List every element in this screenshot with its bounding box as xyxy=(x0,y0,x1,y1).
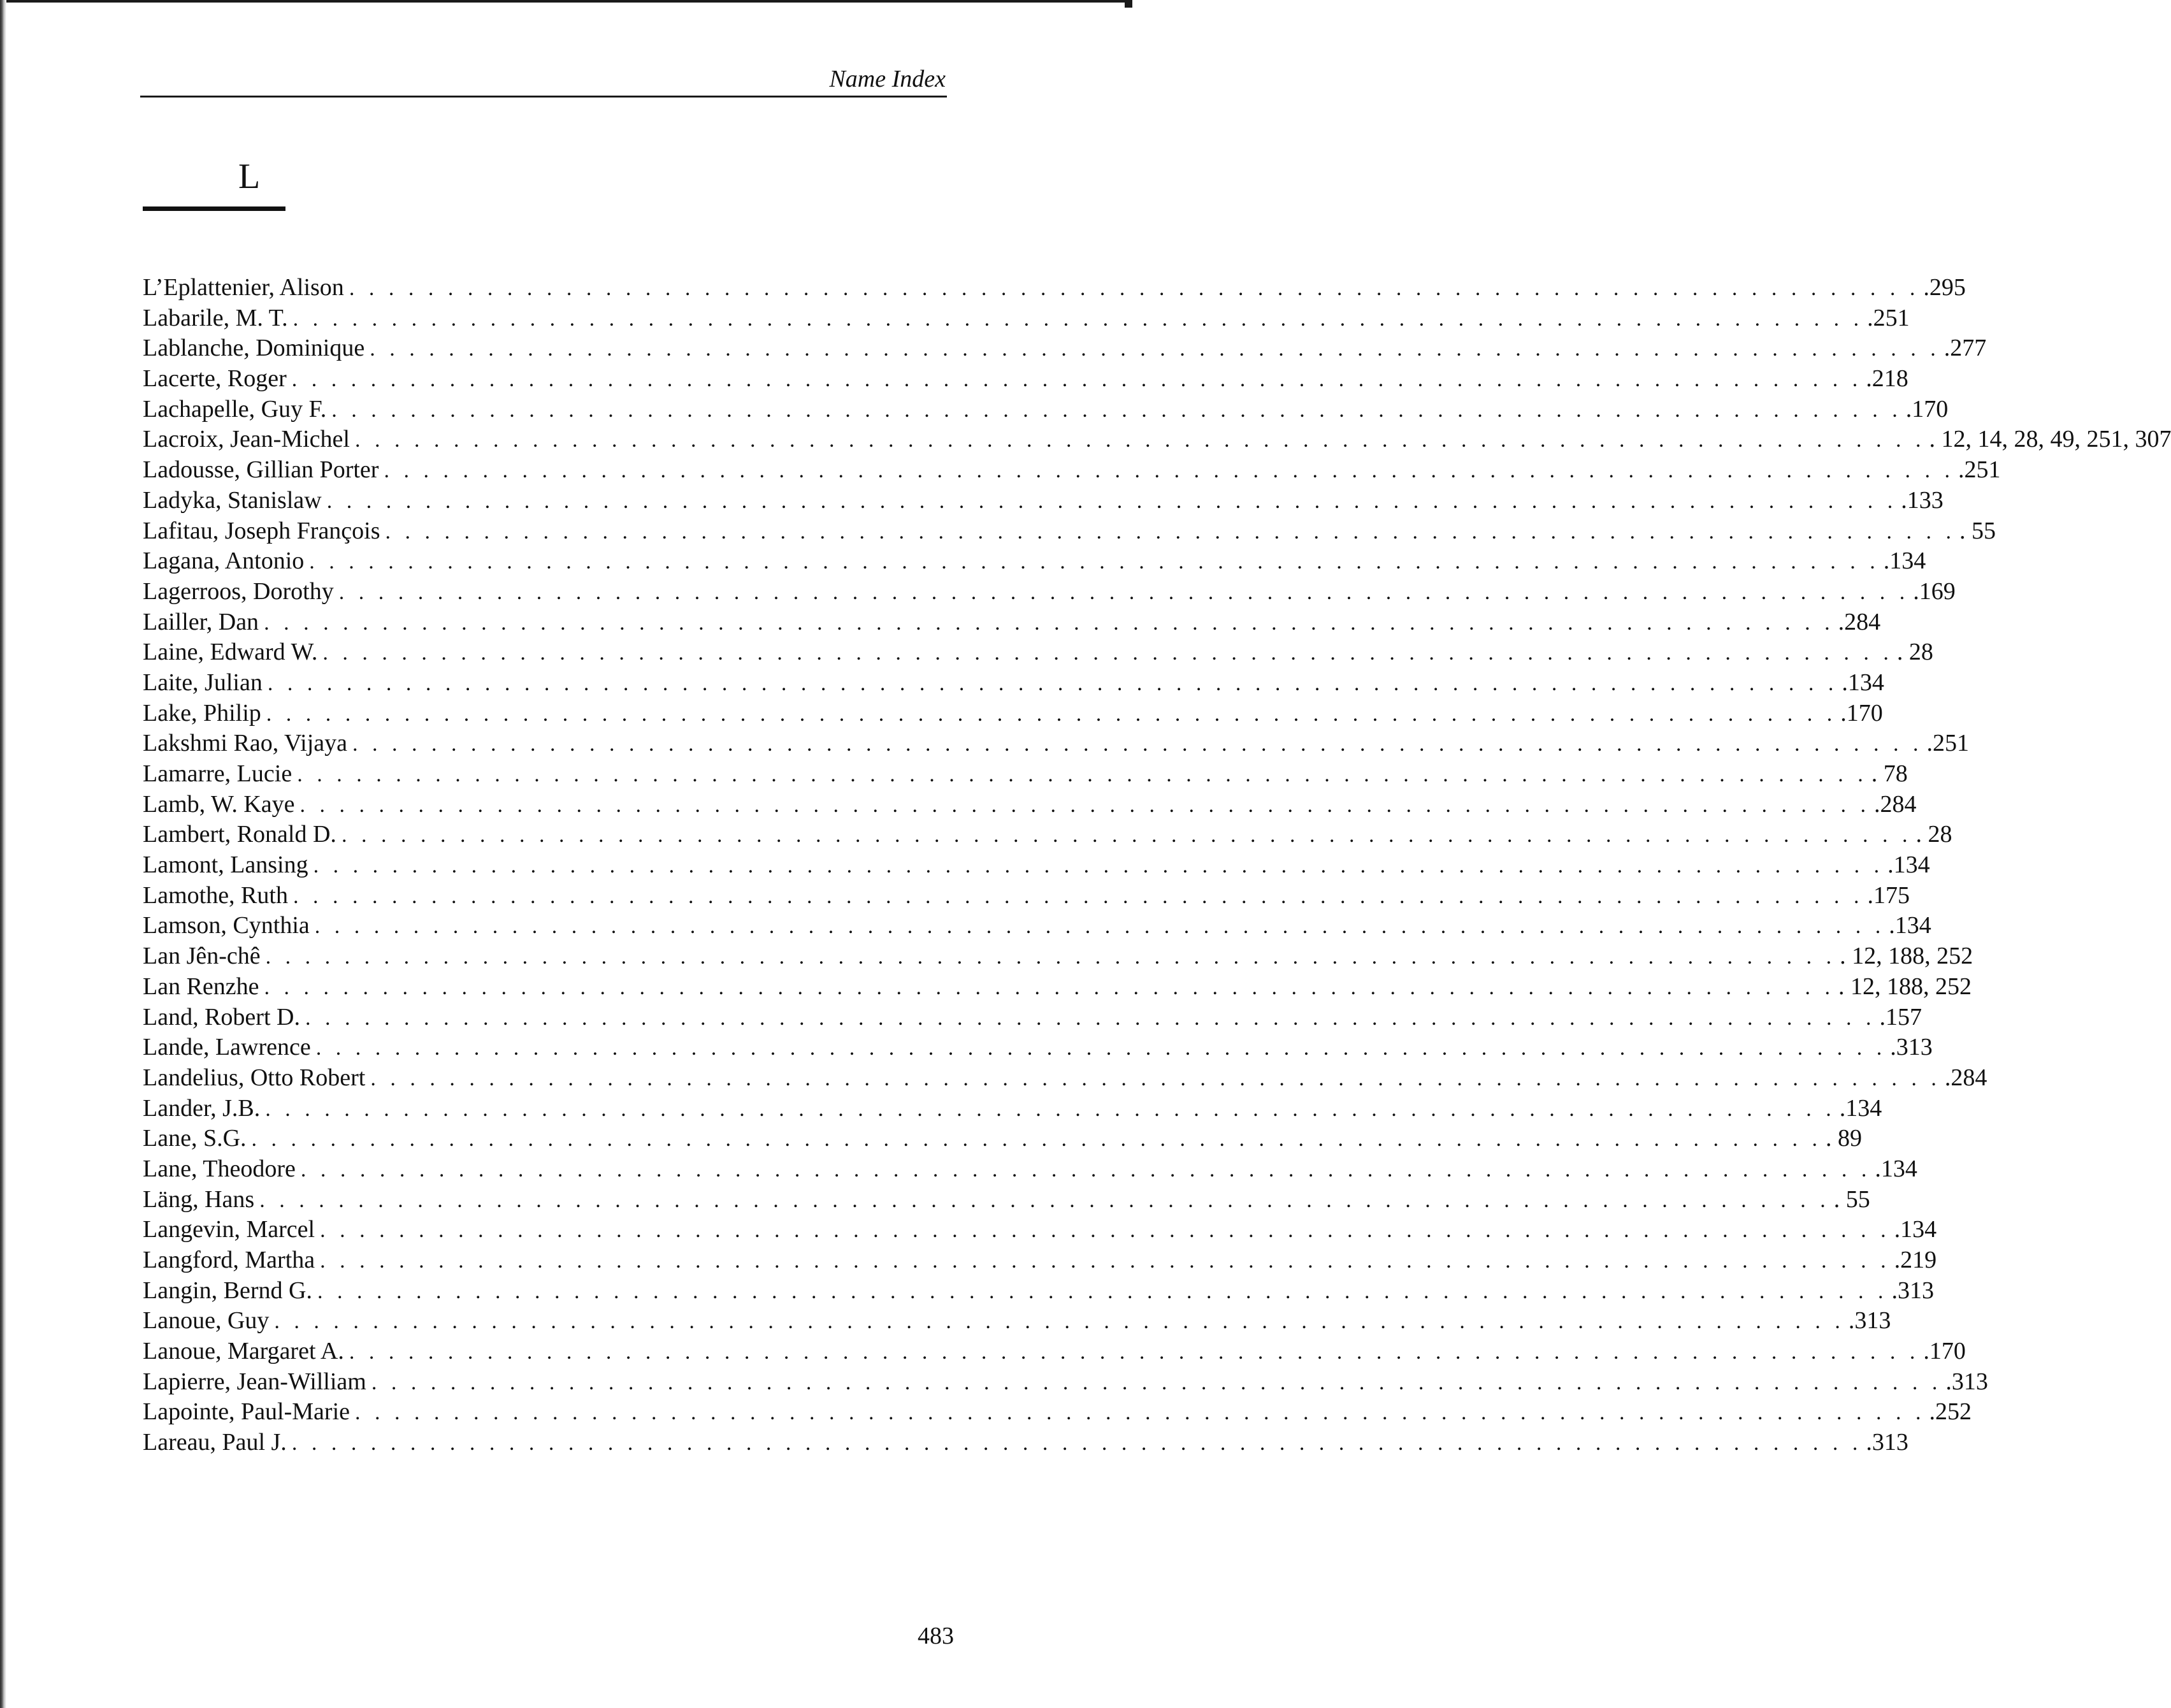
entry-page-references: .134 xyxy=(1887,851,1930,879)
entry-name: Lanoue, Guy xyxy=(143,1307,270,1335)
entry-name: Land, Robert D. xyxy=(143,1003,300,1031)
index-entry xyxy=(143,1063,1987,1094)
index-entry xyxy=(143,1367,1988,1398)
scan-left-edge-shadow xyxy=(0,0,6,1708)
index-entry xyxy=(143,486,1944,516)
dot-leader: . . . . . . . . . . . . . . . . . . . . . . . . . . . . . . . . . . . . . . . . . . . . . . . . . . . . . . . . . . . . . . . . . . . . . . . . . . . . . . . . xyxy=(331,398,1902,422)
index-entry xyxy=(143,698,1883,729)
scan-corner-mark xyxy=(1125,0,1132,8)
index-entry xyxy=(143,607,1881,638)
entry-name: Lan Renzhe xyxy=(143,973,259,1000)
dot-leader: . . . . . . . . . . . . . . . . . . . . . . . . . . . . . . . . . . . . . . . . . . . . . . . . . . . . . . . . . . . . . . . . . . . . . . . . . . . . . . . . xyxy=(317,1279,1888,1303)
index-entry xyxy=(143,790,1917,820)
entry-name: Langin, Bernd G. xyxy=(143,1277,312,1304)
entry-page-references: .134 xyxy=(1839,1094,1882,1122)
index-entry xyxy=(143,364,1908,394)
running-head xyxy=(140,62,947,98)
entry-name: Lande, Lawrence xyxy=(143,1034,311,1061)
entry-page-references: .175 xyxy=(1867,881,1910,909)
entry-page-references: .134 xyxy=(1875,1155,1917,1182)
entry-name: L’Eplattenier, Alison xyxy=(143,274,344,301)
dot-leader: . . . . . . . . . . . . . . . . . . . . . . . . . . . . . . . . . . . . . . . . . . . . . . . . . . . . . . . . . . . . . . . . . . . . . . . . . . . . . . . . xyxy=(315,1036,1887,1060)
entry-page-references: .284 xyxy=(1944,1064,1987,1091)
entry-page-references: .313 xyxy=(1890,1034,1933,1061)
entry-page-references: .134 xyxy=(1883,547,1926,575)
index-entry xyxy=(143,1428,1908,1458)
dot-leader: . . . . . . . . . . . . . . . . . . . . . . . . . . . . . . . . . . . . . . . . . . . . . . . . . . . . . . . . . . . . . . . . . . . . . . . . . . . . . . . . xyxy=(297,763,1868,786)
entry-name: Laine, Edward W. xyxy=(143,639,318,666)
section-letter-heading: L xyxy=(238,157,261,196)
entry-page-references: .170 xyxy=(1923,1338,1966,1365)
dot-leader: . . . . . . . . . . . . . . . . . . . . . . . . . . . . . . . . . . . . . . . . . . . . . . . . . . . . . . . . . . . . . . . . . . . . . . . . . . . . . . . . xyxy=(251,1127,1822,1152)
entry-page-references: .313 xyxy=(1866,1429,1908,1456)
index-entry xyxy=(143,941,1973,972)
name-index-list xyxy=(143,273,2171,1458)
dot-leader: . . . . . . . . . . . . . . . . . . . . . . . . . . . . . . . . . . . . . . . . . . . . . . . . . . . . . . . . . . . . . . . . . . . . . . . . . . . . . . . . xyxy=(300,1157,1872,1182)
dot-leader: . . . . . . . . . . . . . . . . . . . . . . . . . . . . . . . . . . . . . . . . . . . . . . . . . . . . . . . . . . . . . . . . . . . . . . . . . . . . . . . . xyxy=(322,641,1893,665)
index-entry xyxy=(143,577,1956,607)
dot-leader: . . . . . . . . . . . . . . . . . . . . . . . . . . . . . . . . . . . . . . . . . . . . . . . . . . . . . . . . . . . . . . . . . . . . . . . . . . . . . . . . xyxy=(355,1401,1926,1425)
index-entry xyxy=(143,1397,1972,1428)
entry-name: Lareau, Paul J. xyxy=(143,1429,287,1456)
entry-name: Lamb, W. Kaye xyxy=(143,790,295,818)
entry-page-references: . 12, 188, 252 xyxy=(1840,943,1973,970)
entry-page-references: .313 xyxy=(1945,1368,1988,1395)
dot-leader: . . . . . . . . . . . . . . . . . . . . . . . . . . . . . . . . . . . . . . . . . . . . . . . . . . . . . . . . . . . . . . . . . . . . . . . . . . . . . . . . xyxy=(291,1431,1863,1456)
index-entry xyxy=(143,820,1952,850)
index-entry xyxy=(143,1336,1966,1367)
entry-name: Langevin, Marcel xyxy=(143,1216,315,1243)
dot-leader: . . . . . . . . . . . . . . . . . . . . . . . . . . . . . . . . . . . . . . . . . . . . . . . . . . . . . . . . . . . . . . . . . . . . . . . . . . . . . . . . xyxy=(265,1097,1836,1121)
entry-page-references: .134 xyxy=(1894,1216,1937,1243)
index-entry xyxy=(143,333,1987,364)
dot-leader: . . . . . . . . . . . . . . . . . . . . . . . . . . . . . . . . . . . . . . . . . . . . . . . . . . . . . . . . . . . . . . . . . . . . . . . . . . . . . . . . xyxy=(326,489,1898,513)
dot-leader: . . . . . . . . . . . . . . . . . . . . . . . . . . . . . . . . . . . . . . . . . . . . . . . . . . . . . . . . . . . . . . . . . . . . . . . . . . . . . . . . xyxy=(352,732,1923,756)
dot-leader: . . . . . . . . . . . . . . . . . . . . . . . . . . . . . . . . . . . . . . . . . . . . . . . . . . . . . . . . . . . . . . . . . . . . . . . . . . . . . . . . xyxy=(299,793,1871,817)
index-entry xyxy=(143,668,1884,698)
dot-leader: . . . . . . . . . . . . . . . . . . . . . . . . . . . . . . . . . . . . . . . . . . . . . . . . . . . . . . . . . . . . . . . . . . . . . . . . . . . . . . . . xyxy=(267,671,1838,695)
dot-leader: . . . . . . . . . . . . . . . . . . . . . . . . . . . . . . . . . . . . . . . . . . . . . . . . . . . . . . . . . . . . . . . . . . . . . . . . . . . . . . . . xyxy=(349,1340,1920,1364)
index-entry xyxy=(143,972,1972,1002)
index-entry xyxy=(143,1094,1882,1124)
entry-name: Lachapelle, Guy F. xyxy=(143,395,327,423)
entry-name: Lake, Philip xyxy=(143,699,261,727)
dot-leader: . . . . . . . . . . . . . . . . . . . . . . . . . . . . . . . . . . . . . . . . . . . . . . . . . . . . . . . . . . . . . . . . . . . . . . . . . . . . . . . . xyxy=(274,1310,1845,1334)
entry-page-references: .252 xyxy=(1929,1398,1972,1426)
entry-page-references: . 89 xyxy=(1826,1125,1863,1152)
entry-name: Lagana, Antonio xyxy=(143,547,305,575)
entry-page-references: .313 xyxy=(1891,1277,1934,1304)
index-entry xyxy=(143,1306,1891,1336)
entry-page-references: .251 xyxy=(1926,730,1970,757)
entry-name: Ladousse, Gillian Porter xyxy=(143,456,379,484)
entry-page-references: .277 xyxy=(1944,335,1987,362)
entry-page-references: .313 xyxy=(1848,1307,1891,1335)
dot-leader: . . . . . . . . . . . . . . . . . . . . . . . . . . . . . . . . . . . . . . . . . . . . . . . . . . . . . . . . . . . . . . . . . . . . . . . . . . . . . . . . xyxy=(338,580,1910,604)
entry-name: Lakshmi Rao, Vijaya xyxy=(143,730,348,757)
dot-leader: . . . . . . . . . . . . . . . . . . . . . . . . . . . . . . . . . . . . . . . . . . . . . . . . . . . . . . . . . . . . . . . . . . . . . . . . . . . . . . . . xyxy=(264,975,1835,999)
dot-leader: . . . . . . . . . . . . . . . . . . . . . . . . . . . . . . . . . . . . . . . . . . . . . . . . . . . . . . . . . . . . . . . . . . . . . . . . . . . . . . . . xyxy=(354,428,1926,452)
index-entry xyxy=(143,1124,1863,1154)
entry-page-references: . 55 xyxy=(1959,517,1996,544)
index-entry xyxy=(143,273,1966,303)
dot-leader: . . . . . . . . . . . . . . . . . . . . . . . . . . . . . . . . . . . . . . . . . . . . . . . . . . . . . . . . . . . . . . . . . . . . . . . . . . . . . . . . xyxy=(292,307,1864,331)
index-entry xyxy=(143,1154,1917,1185)
dot-leader: . . . . . . . . . . . . . . . . . . . . . . . . . . . . . . . . . . . . . . . . . . . . . . . . . . . . . . . . . . . . . . . . . . . . . . . . . . . . . . . . xyxy=(291,368,1863,392)
index-entry xyxy=(143,728,1970,759)
dot-leader: . . . . . . . . . . . . . . . . . . . . . . . . . . . . . . . . . . . . . . . . . . . . . . . . . . . . . . . . . . . . . . . . . . . . . . . . . . . . . . . . xyxy=(265,945,1836,969)
dot-leader: . . . . . . . . . . . . . . . . . . . . . . . . . . . . . . . . . . . . . . . . . . . . . . . . . . . . . . . . . . . . . . . . . . . . . . . . . . . . . . . . xyxy=(371,1370,1942,1394)
entry-page-references: .157 xyxy=(1879,1003,1922,1031)
entry-name: Lablanche, Dominique xyxy=(143,335,365,362)
page-number: 483 xyxy=(918,1623,954,1649)
entry-name: Lane, Theodore xyxy=(143,1155,296,1182)
dot-leader: . . . . . . . . . . . . . . . . . . . . . . . . . . . . . . . . . . . . . . . . . . . . . . . . . . . . . . . . . . . . . . . . . . . . . . . . . . . . . . . . xyxy=(313,854,1884,878)
entry-page-references: .295 xyxy=(1923,274,1966,301)
dot-leader: . . . . . . . . . . . . . . . . . . . . . . . . . . . . . . . . . . . . . . . . . . . . . . . . . . . . . . . . . . . . . . . . . . . . . . . . . . . . . . . . xyxy=(305,1006,1876,1030)
entry-page-references: .284 xyxy=(1838,608,1881,635)
dot-leader: . . . . . . . . . . . . . . . . . . . . . . . . . . . . . . . . . . . . . . . . . . . . . . . . . . . . . . . . . . . . . . . . . . . . . . . . . . . . . . . . xyxy=(309,550,1880,574)
entry-page-references: . 55 xyxy=(1833,1185,1870,1213)
entry-page-references: .218 xyxy=(1866,365,1908,393)
entry-page-references: . 12, 14, 28, 49, 251, 307 xyxy=(1929,426,2171,453)
entry-name: Lander, J.B. xyxy=(143,1094,261,1122)
entry-name: Lafitau, Joseph François xyxy=(143,517,380,544)
index-entry xyxy=(143,637,1933,668)
entry-page-references: .133 xyxy=(1901,486,1944,514)
entry-name: Lane, S.G. xyxy=(143,1125,247,1152)
dot-leader: . . . . . . . . . . . . . . . . . . . . . . . . . . . . . . . . . . . . . . . . . . . . . . . . . . . . . . . . . . . . . . . . . . . . . . . . . . . . . . . . xyxy=(320,1219,1891,1243)
index-entry xyxy=(143,1245,1937,1276)
entry-name: Lamarre, Lucie xyxy=(143,760,292,787)
entry-name: Lagerroos, Dorothy xyxy=(143,577,334,605)
entry-page-references: .169 xyxy=(1913,577,1956,605)
entry-name: Landelius, Otto Robert xyxy=(143,1064,366,1091)
dot-leader: . . . . . . . . . . . . . . . . . . . . . . . . . . . . . . . . . . . . . . . . . . . . . . . . . . . . . . . . . . . . . . . . . . . . . . . . . . . . . . . . xyxy=(370,1066,1941,1090)
entry-page-references: . 28 xyxy=(1896,639,1933,666)
entry-page-references: .251 xyxy=(1867,304,1910,331)
index-entry xyxy=(143,911,1931,941)
dot-leader: . . . . . . . . . . . . . . . . . . . . . . . . . . . . . . . . . . . . . . . . . . . . . . . . . . . . . . . . . . . . . . . . . . . . . . . . . . . . . . . . xyxy=(292,884,1864,908)
entry-name: Lamothe, Ruth xyxy=(143,881,288,909)
index-entry xyxy=(143,759,1908,790)
entry-name: Lapierre, Jean-William xyxy=(143,1368,366,1395)
entry-name: Lacroix, Jean-Michel xyxy=(143,426,350,453)
index-entry xyxy=(143,516,1996,547)
dot-leader: . . . . . . . . . . . . . . . . . . . . . . . . . . . . . . . . . . . . . . . . . . . . . . . . . . . . . . . . . . . . . . . . . . . . . . . . . . . . . . . . xyxy=(385,519,1956,544)
entry-name: Ladyka, Stanislaw xyxy=(143,486,322,514)
index-entry xyxy=(143,546,1926,577)
dot-leader: . . . . . . . . . . . . . . . . . . . . . . . . . . . . . . . . . . . . . . . . . . . . . . . . . . . . . . . . . . . . . . . . . . . . . . . . . . . . . . . . xyxy=(384,459,1954,483)
entry-name: Labarile, M. T. xyxy=(143,304,288,331)
index-entry xyxy=(143,424,2171,455)
dot-leader: . . . . . . . . . . . . . . . . . . . . . . . . . . . . . . . . . . . . . . . . . . . . . . . . . . . . . . . . . . . . . . . . . . . . . . . . . . . . . . . . xyxy=(314,915,1886,939)
entry-name: Laite, Julian xyxy=(143,669,263,696)
index-entry xyxy=(143,303,1910,334)
dot-leader: . . . . . . . . . . . . . . . . . . . . . . . . . . . . . . . . . . . . . . . . . . . . . . . . . . . . . . . . . . . . . . . . . . . . . . . . . . . . . . . . xyxy=(370,337,1940,361)
running-head-title: Name Index xyxy=(829,66,946,92)
dot-leader: . . . . . . . . . . . . . . . . . . . . . . . . . . . . . . . . . . . . . . . . . . . . . . . . . . . . . . . . . . . . . . . . . . . . . . . . . . . . . . . . xyxy=(349,277,1920,300)
dot-leader: . . . . . . . . . . . . . . . . . . . . . . . . . . . . . . . . . . . . . . . . . . . . . . . . . . . . . . . . . . . . . . . . . . . . . . . . . . . . . . . . xyxy=(266,702,1837,726)
entry-page-references: .134 xyxy=(1889,912,1931,939)
index-entry xyxy=(143,394,1949,425)
index-entry xyxy=(143,1185,1870,1215)
entry-page-references: .170 xyxy=(1840,699,1883,727)
index-entry xyxy=(143,1032,1933,1063)
entry-name: Lanoue, Margaret A. xyxy=(143,1338,344,1365)
index-entry xyxy=(143,455,2001,486)
dot-leader: . . . . . . . . . . . . . . . . . . . . . . . . . . . . . . . . . . . . . . . . . . . . . . . . . . . . . . . . . . . . . . . . . . . . . . . . . . . . . . . . xyxy=(320,1249,1891,1273)
dot-leader: . . . . . . . . . . . . . . . . . . . . . . . . . . . . . . . . . . . . . . . . . . . . . . . . . . . . . . . . . . . . . . . . . . . . . . . . . . . . . . . . xyxy=(259,1188,1830,1212)
entry-page-references: .251 xyxy=(1958,456,2001,484)
entry-name: Lailler, Dan xyxy=(143,608,259,635)
entry-page-references: . 28 xyxy=(1915,821,1952,848)
entry-name: Lan Jên-chê xyxy=(143,943,261,970)
entry-page-references: .170 xyxy=(1905,395,1949,423)
index-entry xyxy=(143,1276,1934,1306)
index-entry xyxy=(143,1215,1937,1245)
scan-top-edge-line xyxy=(0,0,1125,3)
entry-name: Lacerte, Roger xyxy=(143,365,287,393)
index-entry xyxy=(143,1002,1922,1033)
entry-name: Lapointe, Paul-Marie xyxy=(143,1398,350,1426)
index-entry xyxy=(143,881,1910,911)
entry-page-references: . 78 xyxy=(1871,760,1908,787)
entry-name: Lamson, Cynthia xyxy=(143,912,310,939)
section-heading-rule xyxy=(143,206,285,211)
entry-name: Lamont, Lansing xyxy=(143,851,308,879)
entry-page-references: .134 xyxy=(1842,669,1884,696)
dot-leader: . . . . . . . . . . . . . . . . . . . . . . . . . . . . . . . . . . . . . . . . . . . . . . . . . . . . . . . . . . . . . . . . . . . . . . . . . . . . . . . . xyxy=(341,823,1912,848)
entry-page-references: .284 xyxy=(1874,790,1917,818)
entry-name: Läng, Hans xyxy=(143,1185,255,1213)
dot-leader: . . . . . . . . . . . . . . . . . . . . . . . . . . . . . . . . . . . . . . . . . . . . . . . . . . . . . . . . . . . . . . . . . . . . . . . . . . . . . . . . xyxy=(264,611,1835,635)
index-entry xyxy=(143,850,1930,881)
entry-name: Langford, Martha xyxy=(143,1247,315,1273)
entry-page-references: .219 xyxy=(1894,1247,1937,1273)
entry-page-references: . 12, 188, 252 xyxy=(1838,973,1972,1000)
entry-name: Lambert, Ronald D. xyxy=(143,821,336,848)
